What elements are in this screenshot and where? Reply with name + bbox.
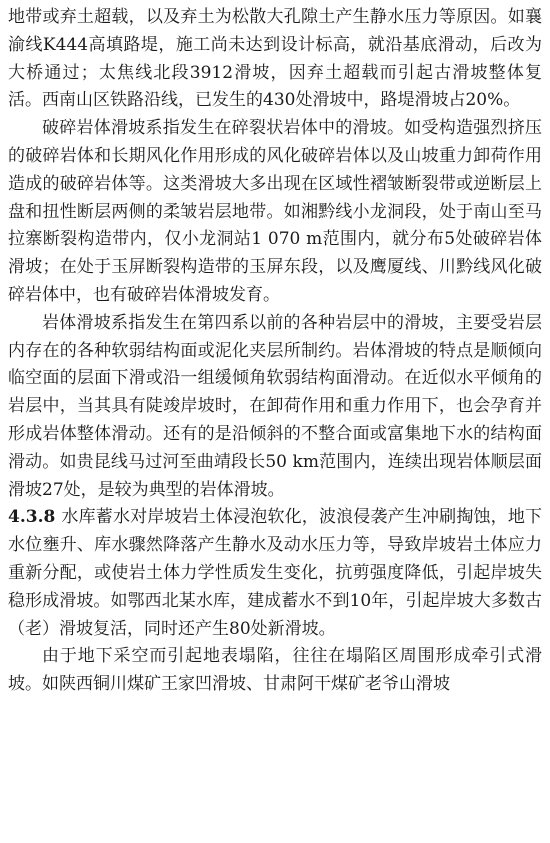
paragraph-mining-subsidence-landslide xyxy=(8,643,542,699)
paragraph-text: 破碎岩体滑坡系指发生在碎裂状岩体中的滑坡。如受构造强烈挤压的破碎岩体和长期风化作用形成的风化破碎岩体以及山坡重力卸荷作用造成的破碎岩体等。这类滑坡大多出现在区域性褶皱断裂带或逆断层上盘和扭性断层两侧的柔皱岩层地带。如湘黔线小龙洞段，处于南山至马拉寨断裂构造带内，仅小龙洞站1 070 m范围内，就分布5处破碎岩体滑坡；在处于玉屏断裂构造带的玉屏东段，以及鹰厦线、川黔线风化破碎岩体中，也有破碎岩体滑坡发育。 xyxy=(8,118,542,305)
paragraph-section-4-3-8 xyxy=(8,504,542,643)
paragraph-text: 水库蓄水对岸坡岩土体浸泡软化，波浪侵袭产生冲刷掏蚀，地下水位壅升、库水骤然降落产生静水及动水压力等，导致岸坡岩土体应力重新分配，或使岩土体力学性质发生变化，抗剪强度降低，引起岸坡失稳形成滑坡。如鄂西北某水库，建成蓄水不到10年，引起岸坡大多数古（老）滑坡复活，同时还产生80处新滑坡。 xyxy=(8,507,542,639)
paragraph-text: 由于地下采空而引起地表塌陷，往往在塌陷区周围形成牵引式滑坡。如陕西铜川煤矿王家凹滑坡、甘肃阿干煤矿老爷山滑坡 xyxy=(8,646,542,695)
paragraph-fractured-rock-landslide xyxy=(8,115,542,310)
paragraph-embankment-landslide xyxy=(8,4,542,115)
paragraph-text: 岩体滑坡系指发生在第四系以前的各种岩层中的滑坡，主要受岩层内存在的各种软弱结构面或泥化夹层所制约。岩体滑坡的特点是顺倾向临空面的层面下滑或沿一组缓倾角软弱结构面滑动。在近似水平倾角的岩层中，当其具有陡竣岸坡时，在卸荷作用和重力作用下，也会孕育并形成岩体整体滑动。还有的是沿倾斜的不整合面或富集地下水的结构面滑动。如贵昆线马过河至曲靖段长50 km范围内，连续出现岩体顺层面滑坡27处，是较为典型的岩体滑坡。 xyxy=(8,312,542,500)
paragraph-text: 地带或弃土超载，以及弃土为松散大孔隙土产生静水压力等原因。如襄渝线K444高填路堤，施工尚未达到设计标高，就沿基底滑动，后改为大桥通过；太焦线北段3912滑坡，因弃土超载而引起古滑坡整体复活。西南山区铁路沿线，已发生的430处滑坡中，路堤滑坡占20%。 xyxy=(8,7,542,111)
paragraph-rock-mass-landslide xyxy=(8,310,542,505)
section-number: 4.3.8 xyxy=(8,507,56,528)
